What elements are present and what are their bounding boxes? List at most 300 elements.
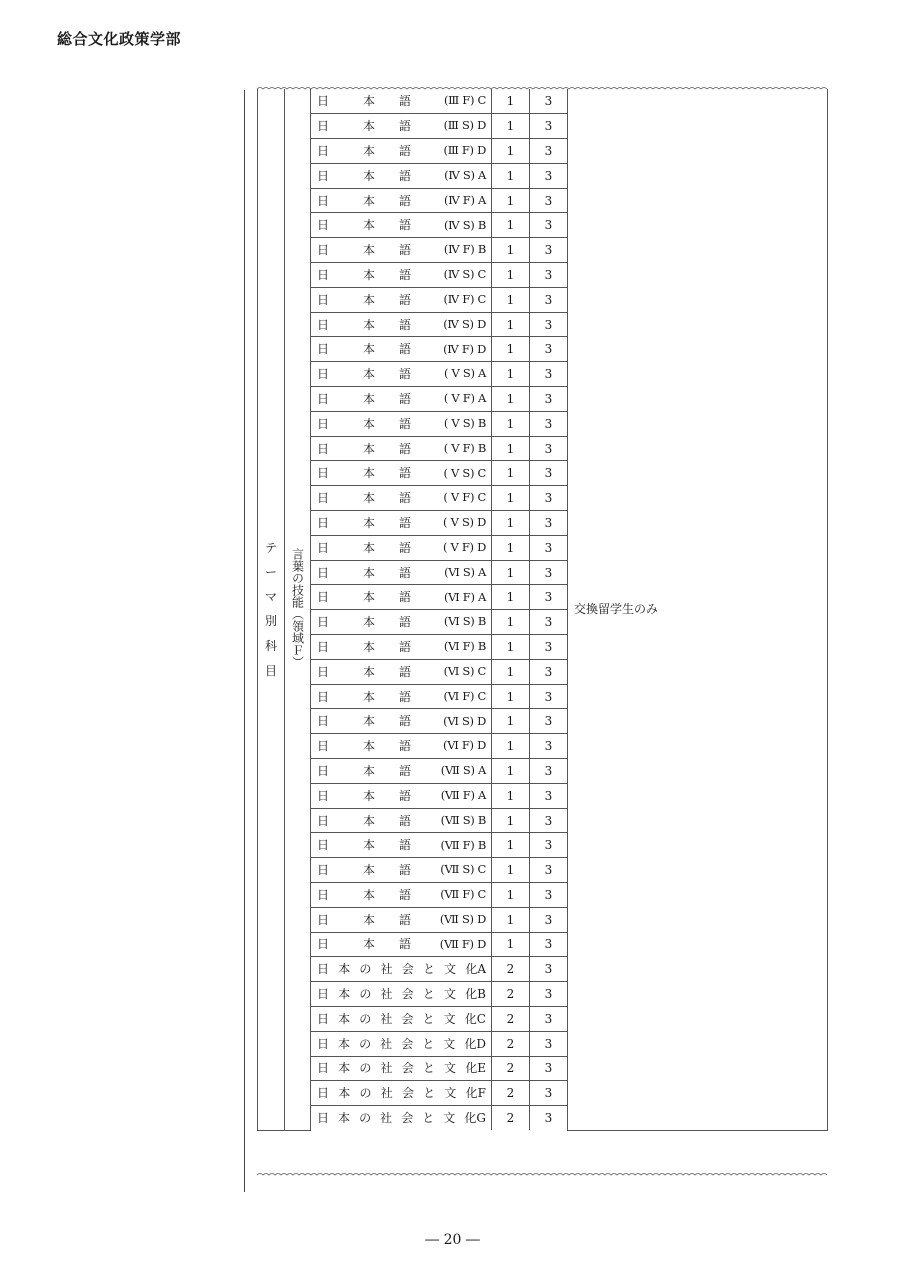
course-name-char: と	[422, 962, 435, 977]
credits-cell: 1	[492, 858, 530, 883]
course-name-char: 本	[363, 391, 376, 406]
course-level: ( Ⅴ S) C	[443, 465, 486, 480]
course-name-char: 文	[443, 1011, 456, 1026]
course-name-cell	[311, 808, 492, 833]
course-name-char: 本	[363, 94, 376, 109]
course-name-char: 語	[399, 193, 412, 208]
course-name-char: 化C	[464, 1011, 486, 1026]
course-name-cell	[311, 411, 492, 436]
course-name-char: 語	[399, 143, 412, 158]
course-name-char: 文	[444, 962, 457, 977]
course-name-cell	[311, 560, 492, 585]
course-name-char: 日	[317, 441, 330, 456]
theme-category-label: テーマ別科目	[264, 540, 277, 678]
credits-cell: 1	[492, 585, 530, 610]
course-name-char: 文	[444, 1061, 457, 1076]
course-name-char: 社	[380, 1061, 393, 1076]
course-name-char: 本	[338, 987, 351, 1002]
course-name-char: 日	[317, 243, 330, 258]
year-cell: 3	[530, 1056, 568, 1081]
course-table	[257, 89, 828, 1131]
course-name-char: と	[422, 1111, 435, 1126]
course-name-char: 語	[399, 391, 412, 406]
course-level: ( Ⅴ S) A	[443, 366, 486, 381]
course-level: (Ⅶ F) D	[439, 936, 486, 951]
table-top-cut-line	[257, 86, 827, 92]
course-name-char: 日	[317, 788, 330, 803]
course-name-char: 日	[317, 739, 330, 754]
course-name-char: と	[422, 1061, 435, 1076]
course-name-char: 本	[363, 937, 376, 952]
credits-cell: 1	[492, 907, 530, 932]
course-name-char: 本	[363, 491, 376, 506]
course-level: (Ⅶ S) B	[440, 812, 486, 827]
credits-cell: 1	[492, 114, 530, 139]
credits-cell: 1	[492, 511, 530, 536]
course-level: (Ⅲ F) C	[443, 93, 486, 108]
year-cell: 3	[530, 1031, 568, 1056]
course-name-char: 日	[317, 119, 330, 134]
course-name-char: 語	[399, 763, 412, 778]
course-name-char: 本	[338, 1036, 351, 1051]
course-level: (Ⅶ F) B	[440, 837, 486, 852]
course-name-char: 日	[317, 664, 330, 679]
year-cell: 3	[530, 387, 568, 412]
year-cell: 3	[530, 808, 568, 833]
year-cell: 3	[530, 139, 568, 164]
course-level: ( Ⅴ F) C	[443, 490, 486, 505]
course-name-char: 日	[317, 590, 330, 605]
theme-category-cell	[258, 89, 285, 1130]
year-cell: 3	[530, 287, 568, 312]
year-cell: 3	[530, 957, 568, 982]
year-cell: 3	[530, 833, 568, 858]
year-cell: 3	[530, 982, 568, 1007]
year-cell: 3	[530, 312, 568, 337]
course-level: (Ⅶ F) C	[440, 887, 486, 902]
course-name-char: 日	[317, 168, 330, 183]
course-name-char: 社	[380, 987, 393, 1002]
credits-cell: 1	[492, 684, 530, 709]
credits-cell: 1	[492, 535, 530, 560]
course-level: (Ⅳ F) B	[443, 242, 486, 257]
credits-cell: 1	[492, 238, 530, 263]
course-level: (Ⅵ F) C	[443, 688, 486, 703]
course-name-char: 語	[399, 94, 412, 109]
course-name-cell	[311, 188, 492, 213]
course-name-char: 本	[363, 143, 376, 158]
course-name-cell	[311, 585, 492, 610]
course-name-char: 日	[317, 937, 330, 952]
year-cell: 3	[530, 535, 568, 560]
course-name-cell	[311, 858, 492, 883]
course-name-char: 日	[317, 639, 330, 654]
year-cell: 3	[530, 89, 568, 114]
course-level: (Ⅶ S) A	[440, 763, 486, 778]
course-name-char: 本	[363, 590, 376, 605]
credits-cell: 1	[492, 436, 530, 461]
course-name-cell	[311, 436, 492, 461]
credits-cell: 1	[492, 808, 530, 833]
course-name-char: 語	[399, 813, 412, 828]
skill-category-label: 言葉の技能（領域Ｆ）	[290, 548, 305, 669]
course-name-char: 会	[401, 1036, 414, 1051]
course-name-char: 語	[399, 689, 412, 704]
course-name-char: 日	[317, 515, 330, 530]
year-cell: 3	[530, 783, 568, 808]
credits-cell: 1	[492, 362, 530, 387]
course-level: ( Ⅴ F) A	[443, 391, 486, 406]
credits-cell: 2	[492, 1056, 530, 1081]
course-name-cell	[311, 1081, 492, 1106]
course-name-char: 語	[399, 565, 412, 580]
credits-cell: 2	[492, 1081, 530, 1106]
department-header: 総合文化政策学部	[57, 30, 182, 48]
course-name-char: 本	[363, 193, 376, 208]
course-name-char: 本	[363, 863, 376, 878]
course-name-char: 会	[401, 987, 414, 1002]
course-name-cell	[311, 535, 492, 560]
course-name-char: 本	[363, 887, 376, 902]
year-cell: 3	[530, 932, 568, 957]
course-name-cell	[311, 89, 492, 114]
course-name-char: 語	[399, 243, 412, 258]
course-name-cell	[311, 759, 492, 784]
course-level: (Ⅵ F) B	[443, 639, 486, 654]
course-name-char: 日	[317, 491, 330, 506]
credits-cell: 1	[492, 734, 530, 759]
course-name-char: 語	[399, 491, 412, 506]
course-name-char: 会	[401, 1086, 414, 1101]
course-name-char: 日	[317, 1086, 330, 1101]
course-name-char: の	[359, 1086, 372, 1101]
course-name-char: の	[359, 1111, 372, 1126]
course-name-char: 会	[401, 1011, 414, 1026]
course-name-char: 社	[380, 962, 393, 977]
course-name-char: 社	[380, 1111, 393, 1126]
course-name-char: 本	[363, 639, 376, 654]
course-name-char: 語	[399, 218, 412, 233]
course-name-char: 日	[317, 267, 330, 282]
credits-cell: 1	[492, 883, 530, 908]
course-name-char: 日	[317, 838, 330, 853]
course-name-char: 社	[380, 1011, 393, 1026]
course-name-cell	[311, 1056, 492, 1081]
course-level: ( Ⅴ F) D	[442, 539, 486, 554]
course-name-char: 語	[399, 267, 412, 282]
course-level: (Ⅳ F) C	[443, 292, 486, 307]
credits-cell: 1	[492, 287, 530, 312]
credits-cell: 1	[492, 337, 530, 362]
course-name-cell	[311, 362, 492, 387]
course-name-char: の	[359, 1036, 372, 1051]
course-name-char: 会	[401, 962, 414, 977]
year-cell: 3	[530, 1106, 568, 1131]
course-name-char: 語	[399, 912, 412, 927]
course-name-char: 本	[363, 317, 376, 332]
course-name-cell	[311, 139, 492, 164]
year-cell: 3	[530, 560, 568, 585]
course-name-char: の	[359, 987, 372, 1002]
course-name-char: 本	[338, 1011, 351, 1026]
credits-cell: 1	[492, 411, 530, 436]
credits-cell: 1	[492, 263, 530, 288]
course-name-cell	[311, 932, 492, 957]
course-name-char: 本	[338, 962, 351, 977]
course-name-char: 本	[363, 119, 376, 134]
credits-cell: 1	[492, 163, 530, 188]
year-cell: 3	[530, 907, 568, 932]
course-name-cell	[311, 312, 492, 337]
course-name-char: 文	[443, 1036, 456, 1051]
course-name-char: 日	[317, 1061, 330, 1076]
year-cell: 3	[530, 163, 568, 188]
course-name-char: 本	[363, 342, 376, 357]
course-name-char: の	[359, 1011, 372, 1026]
course-level: (Ⅵ S) C	[443, 663, 486, 678]
course-name-char: 文	[444, 1086, 457, 1101]
course-name-char: 日	[317, 714, 330, 729]
course-level: (Ⅶ F) A	[440, 787, 486, 802]
course-level: (Ⅵ F) D	[443, 738, 486, 753]
year-cell: 3	[530, 585, 568, 610]
course-level: (Ⅵ S) D	[443, 713, 486, 728]
course-name-char: 日	[317, 1036, 330, 1051]
course-name-char: 語	[399, 515, 412, 530]
course-name-cell	[311, 734, 492, 759]
course-name-cell	[311, 957, 492, 982]
course-name-char: 語	[399, 739, 412, 754]
course-name-char: 会	[401, 1111, 414, 1126]
credits-cell: 1	[492, 610, 530, 635]
credits-cell: 2	[492, 982, 530, 1007]
course-name-char: 本	[363, 912, 376, 927]
course-name-char: 日	[317, 540, 330, 555]
course-name-char: 本	[363, 714, 376, 729]
year-cell: 3	[530, 759, 568, 784]
year-cell: 3	[530, 337, 568, 362]
credits-cell: 1	[492, 560, 530, 585]
course-name-char: 化G	[464, 1111, 486, 1126]
credits-cell: 2	[492, 1106, 530, 1131]
course-name-char: 語	[399, 441, 412, 456]
course-table-container	[257, 89, 827, 1131]
page-number: ― 20 ―	[425, 1232, 480, 1248]
course-name-char: 本	[363, 515, 376, 530]
credits-cell: 1	[492, 932, 530, 957]
year-cell: 3	[530, 684, 568, 709]
year-cell: 3	[530, 263, 568, 288]
course-name-char: 本	[363, 168, 376, 183]
course-name-char: 日	[317, 317, 330, 332]
course-name-cell	[311, 114, 492, 139]
course-name-char: 語	[399, 416, 412, 431]
course-name-char: 本	[363, 367, 376, 382]
course-name-char: 化D	[464, 1036, 486, 1051]
course-name-char: 日	[317, 292, 330, 307]
course-name-char: 日	[317, 218, 330, 233]
course-level: (Ⅶ S) C	[440, 862, 486, 877]
course-name-char: 語	[399, 937, 412, 952]
course-name-char: 本	[363, 441, 376, 456]
course-name-char: 語	[399, 639, 412, 654]
course-level: (Ⅵ S) B	[443, 614, 486, 629]
credits-cell: 1	[492, 659, 530, 684]
credits-cell: 1	[492, 312, 530, 337]
credits-cell: 1	[492, 89, 530, 114]
course-name-char: 語	[399, 342, 412, 357]
note-text: 交換留学生のみ	[574, 602, 659, 617]
course-name-cell	[311, 783, 492, 808]
skill-category-cell	[285, 89, 311, 1130]
course-level: (Ⅳ F) D	[443, 341, 486, 356]
year-cell: 3	[530, 114, 568, 139]
course-name-char: 語	[399, 466, 412, 481]
course-name-char: 日	[317, 342, 330, 357]
course-name-char: 日	[317, 193, 330, 208]
year-cell: 3	[530, 734, 568, 759]
course-name-cell	[311, 461, 492, 486]
course-name-char: 本	[363, 243, 376, 258]
course-name-char: と	[422, 1011, 435, 1026]
year-cell: 3	[530, 411, 568, 436]
course-name-char: 化B	[465, 987, 486, 1002]
credits-cell: 1	[492, 461, 530, 486]
course-name-char: 本	[363, 416, 376, 431]
course-name-char: 文	[443, 987, 456, 1002]
course-level: ( Ⅴ S) D	[443, 515, 486, 530]
year-cell: 3	[530, 635, 568, 660]
course-level: (Ⅳ S) A	[444, 168, 486, 183]
course-name-char: 化F	[465, 1086, 486, 1101]
credits-cell: 2	[492, 957, 530, 982]
course-name-char: 語	[399, 714, 412, 729]
year-cell: 3	[530, 436, 568, 461]
course-name-char: 文	[443, 1111, 456, 1126]
course-name-char: 日	[317, 1011, 330, 1026]
course-name-char: 語	[399, 664, 412, 679]
credits-cell: 2	[492, 1006, 530, 1031]
course-name-char: 本	[363, 763, 376, 778]
course-name-char: 本	[363, 739, 376, 754]
course-name-char: と	[422, 987, 435, 1002]
course-level: (Ⅵ F) A	[443, 589, 486, 604]
course-level: (Ⅲ S) D	[443, 118, 486, 133]
course-name-char: 日	[317, 466, 330, 481]
course-name-char: 本	[338, 1061, 351, 1076]
course-name-char: 本	[363, 267, 376, 282]
credits-cell: 1	[492, 833, 530, 858]
course-name-char: 日	[317, 391, 330, 406]
year-cell: 3	[530, 511, 568, 536]
year-cell: 3	[530, 709, 568, 734]
course-name-char: 日	[317, 987, 330, 1002]
margin-rule	[244, 90, 245, 1192]
course-level: (Ⅲ F) D	[443, 143, 486, 158]
year-cell: 3	[530, 659, 568, 684]
year-cell: 3	[530, 213, 568, 238]
course-name-char: 社	[380, 1086, 393, 1101]
course-name-char: 語	[399, 788, 412, 803]
course-name-cell	[311, 238, 492, 263]
course-name-char: 化E	[465, 1061, 486, 1076]
note-cell	[568, 89, 828, 1130]
course-name-char: 日	[317, 813, 330, 828]
course-level: (Ⅳ S) D	[443, 316, 486, 331]
course-name-cell	[311, 287, 492, 312]
course-name-char: 日	[317, 962, 330, 977]
course-name-char: の	[359, 1061, 372, 1076]
year-cell: 3	[530, 883, 568, 908]
credits-cell: 1	[492, 759, 530, 784]
course-name-char: と	[423, 1086, 436, 1101]
credits-cell: 1	[492, 139, 530, 164]
course-name-cell	[311, 907, 492, 932]
course-name-cell	[311, 635, 492, 660]
course-name-char: 語	[399, 615, 412, 630]
course-name-char: 日	[317, 1111, 330, 1126]
course-name-char: の	[359, 962, 372, 977]
course-name-char: 本	[363, 813, 376, 828]
credits-cell: 1	[492, 486, 530, 511]
table-bottom-cut-line	[257, 1172, 827, 1178]
course-name-cell	[311, 833, 492, 858]
credits-cell: 1	[492, 213, 530, 238]
year-cell: 3	[530, 858, 568, 883]
course-name-char: 語	[399, 168, 412, 183]
course-name-cell	[311, 883, 492, 908]
course-name-char: 日	[317, 416, 330, 431]
course-name-char: 本	[338, 1086, 351, 1101]
course-name-char: 語	[399, 317, 412, 332]
course-name-char: 本	[363, 218, 376, 233]
course-name-char: と	[422, 1036, 435, 1051]
course-name-cell	[311, 709, 492, 734]
course-name-cell	[311, 610, 492, 635]
course-level: ( Ⅴ S) B	[443, 416, 486, 430]
year-cell: 3	[530, 610, 568, 635]
course-name-char: 本	[338, 1111, 351, 1126]
credits-cell: 1	[492, 188, 530, 213]
course-name-char: 語	[399, 540, 412, 555]
course-level: (Ⅳ F) A	[444, 192, 486, 207]
course-name-char: 社	[380, 1036, 393, 1051]
course-name-char: 語	[399, 863, 412, 878]
credits-cell: 1	[492, 387, 530, 412]
year-cell: 3	[530, 238, 568, 263]
year-cell: 3	[530, 486, 568, 511]
year-cell: 3	[530, 461, 568, 486]
course-name-char: 語	[399, 119, 412, 134]
course-table-body	[258, 89, 828, 1130]
course-name-char: 本	[363, 838, 376, 853]
course-name-char: 語	[399, 367, 412, 382]
course-name-char: 日	[317, 367, 330, 382]
course-name-cell	[311, 486, 492, 511]
course-name-cell	[311, 659, 492, 684]
course-name-char: 日	[317, 143, 330, 158]
course-name-cell	[311, 1006, 492, 1031]
course-name-char: 語	[399, 887, 412, 902]
year-cell: 3	[530, 188, 568, 213]
credits-cell: 1	[492, 635, 530, 660]
course-name-char: 本	[363, 788, 376, 803]
course-name-char: 本	[363, 540, 376, 555]
course-name-cell	[311, 263, 492, 288]
course-name-char: 日	[317, 565, 330, 580]
course-name-char: 日	[317, 912, 330, 927]
course-name-cell	[311, 387, 492, 412]
